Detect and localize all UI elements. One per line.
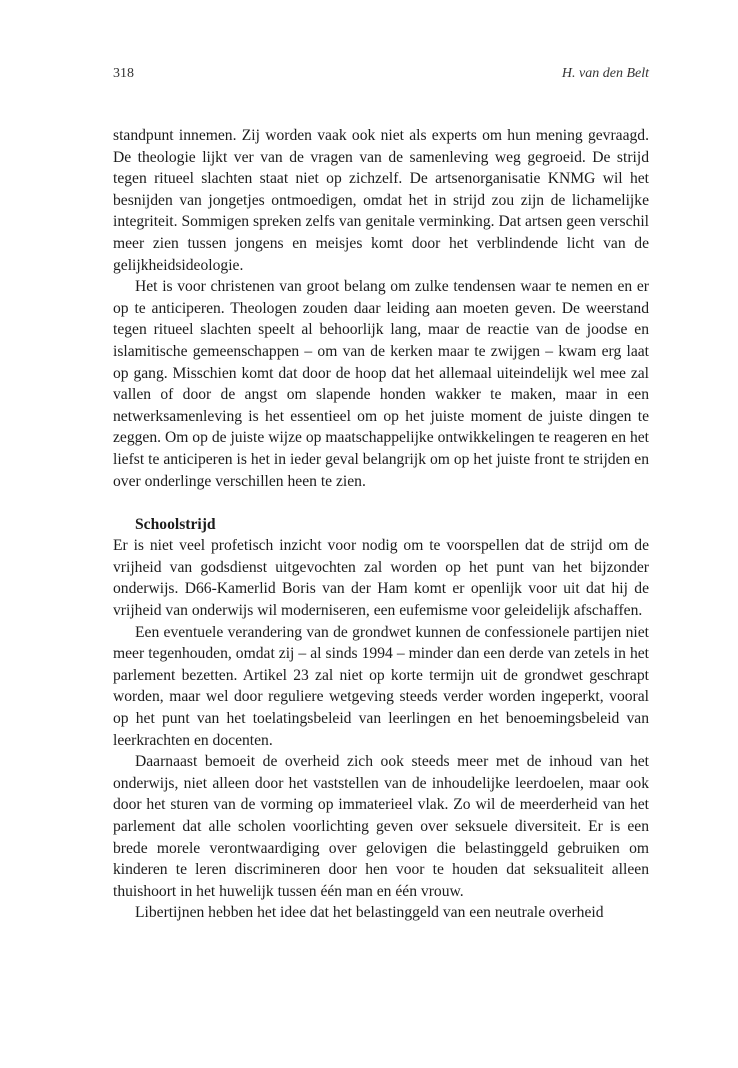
section-spacer xyxy=(113,492,649,514)
paragraph: standpunt innemen. Zij worden vaak ook niet als experts om hun mening gevraagd. De theologie lijkt ver van de vragen van de samenleving weg gegroeid. De strijd tegen ritueel slachten staat niet op zichzelf. De artsenorganisatie KNMG wil het besnijden van jongetjes ontmoedigen, omdat het in strijd zou zijn de lichamelijke integriteit. Sommigen spreken zelfs van genitale verminking. Dat artsen geen verschil meer zien tussen jongens en meisjes komt door het verblindende licht van de gelijkheidsideologie. xyxy=(113,127,649,274)
body-text xyxy=(113,125,649,924)
paragraph: Er is niet veel profetisch inzicht voor nodig om te voorspellen dat de strijd om de vrijheid van godsdienst uitgevochten zal worden op het punt van het bijzonder onderwijs. D66-Kamerlid Boris van der Ham komt er openlijk voor uit dat hij de vrijheid van onderwijs wil moderniseren, een eufemisme voor geleidelijk afschaffen. xyxy=(113,537,649,620)
paragraph: Een eventuele verandering van de grondwet kunnen de confessionele partijen niet meer tegenhouden, omdat zij – al sinds 1994 – minder dan een derde van zetels in het parlement bezetten. Artikel 23 zal niet op korte termijn uit de grondwet geschrapt worden, maar wel door reguliere wetgeving steeds verder worden ingeperkt, vooral op het punt van het toelatingsbeleid van leerlingen en het benoemingsbeleid van leerkrachten en docenten. xyxy=(113,623,649,749)
running-head-author: H. van den Belt xyxy=(561,66,649,81)
paragraph: Libertijnen hebben het idee dat het belastinggeld van een neutrale overheid xyxy=(135,904,604,922)
running-head xyxy=(113,66,649,86)
section-heading: Schoolstrijd xyxy=(135,515,216,533)
page-number: 318 xyxy=(113,66,134,81)
paragraph: Daarnaast bemoeit de overheid zich ook steeds meer met de inhoud van het onderwijs, niet alleen door het vaststellen van de inhoudelijke leerdoelen, maar ook door het sturen van de vorming op immaterieel vlak. Zo wil de meerderheid van het parlement dat alle scholen voorlichting geven over seksuele diversiteit. Er is een brede morele verontwaardiging over gelovigen die belastinggeld gebruiken om kinderen te leren discrimineren door hen voor te houden dat seksualiteit alleen thuishoort in het huwelijk tussen één man en één vrouw. xyxy=(113,753,649,900)
paragraph: Het is voor christenen van groot belang om zulke tendensen waar te nemen en er op te anticiperen. Theologen zouden daar leiding aan moeten geven. De weerstand tegen ritueel slachten speelt al behoorlijk lang, maar de reactie van de joodse en islamitische gemeenschappen – om van de kerken maar te zwijgen – kwam erg laat op gang. Misschien komt dat door de hoop dat het allemaal uiteindelijk wel mee zal vallen of door de angst om slapende honden wakker te maken, maar in een netwerksamenleving is het essentieel om op het juiste moment de juiste dingen te zeggen. Om op de juiste wijze op maatschappelijke ontwikkelingen te reageren en het liefst te anticiperen is het in ieder geval belangrijk om op het juiste front te strijden en over onderlinge verschillen heen te zien. xyxy=(113,278,649,490)
